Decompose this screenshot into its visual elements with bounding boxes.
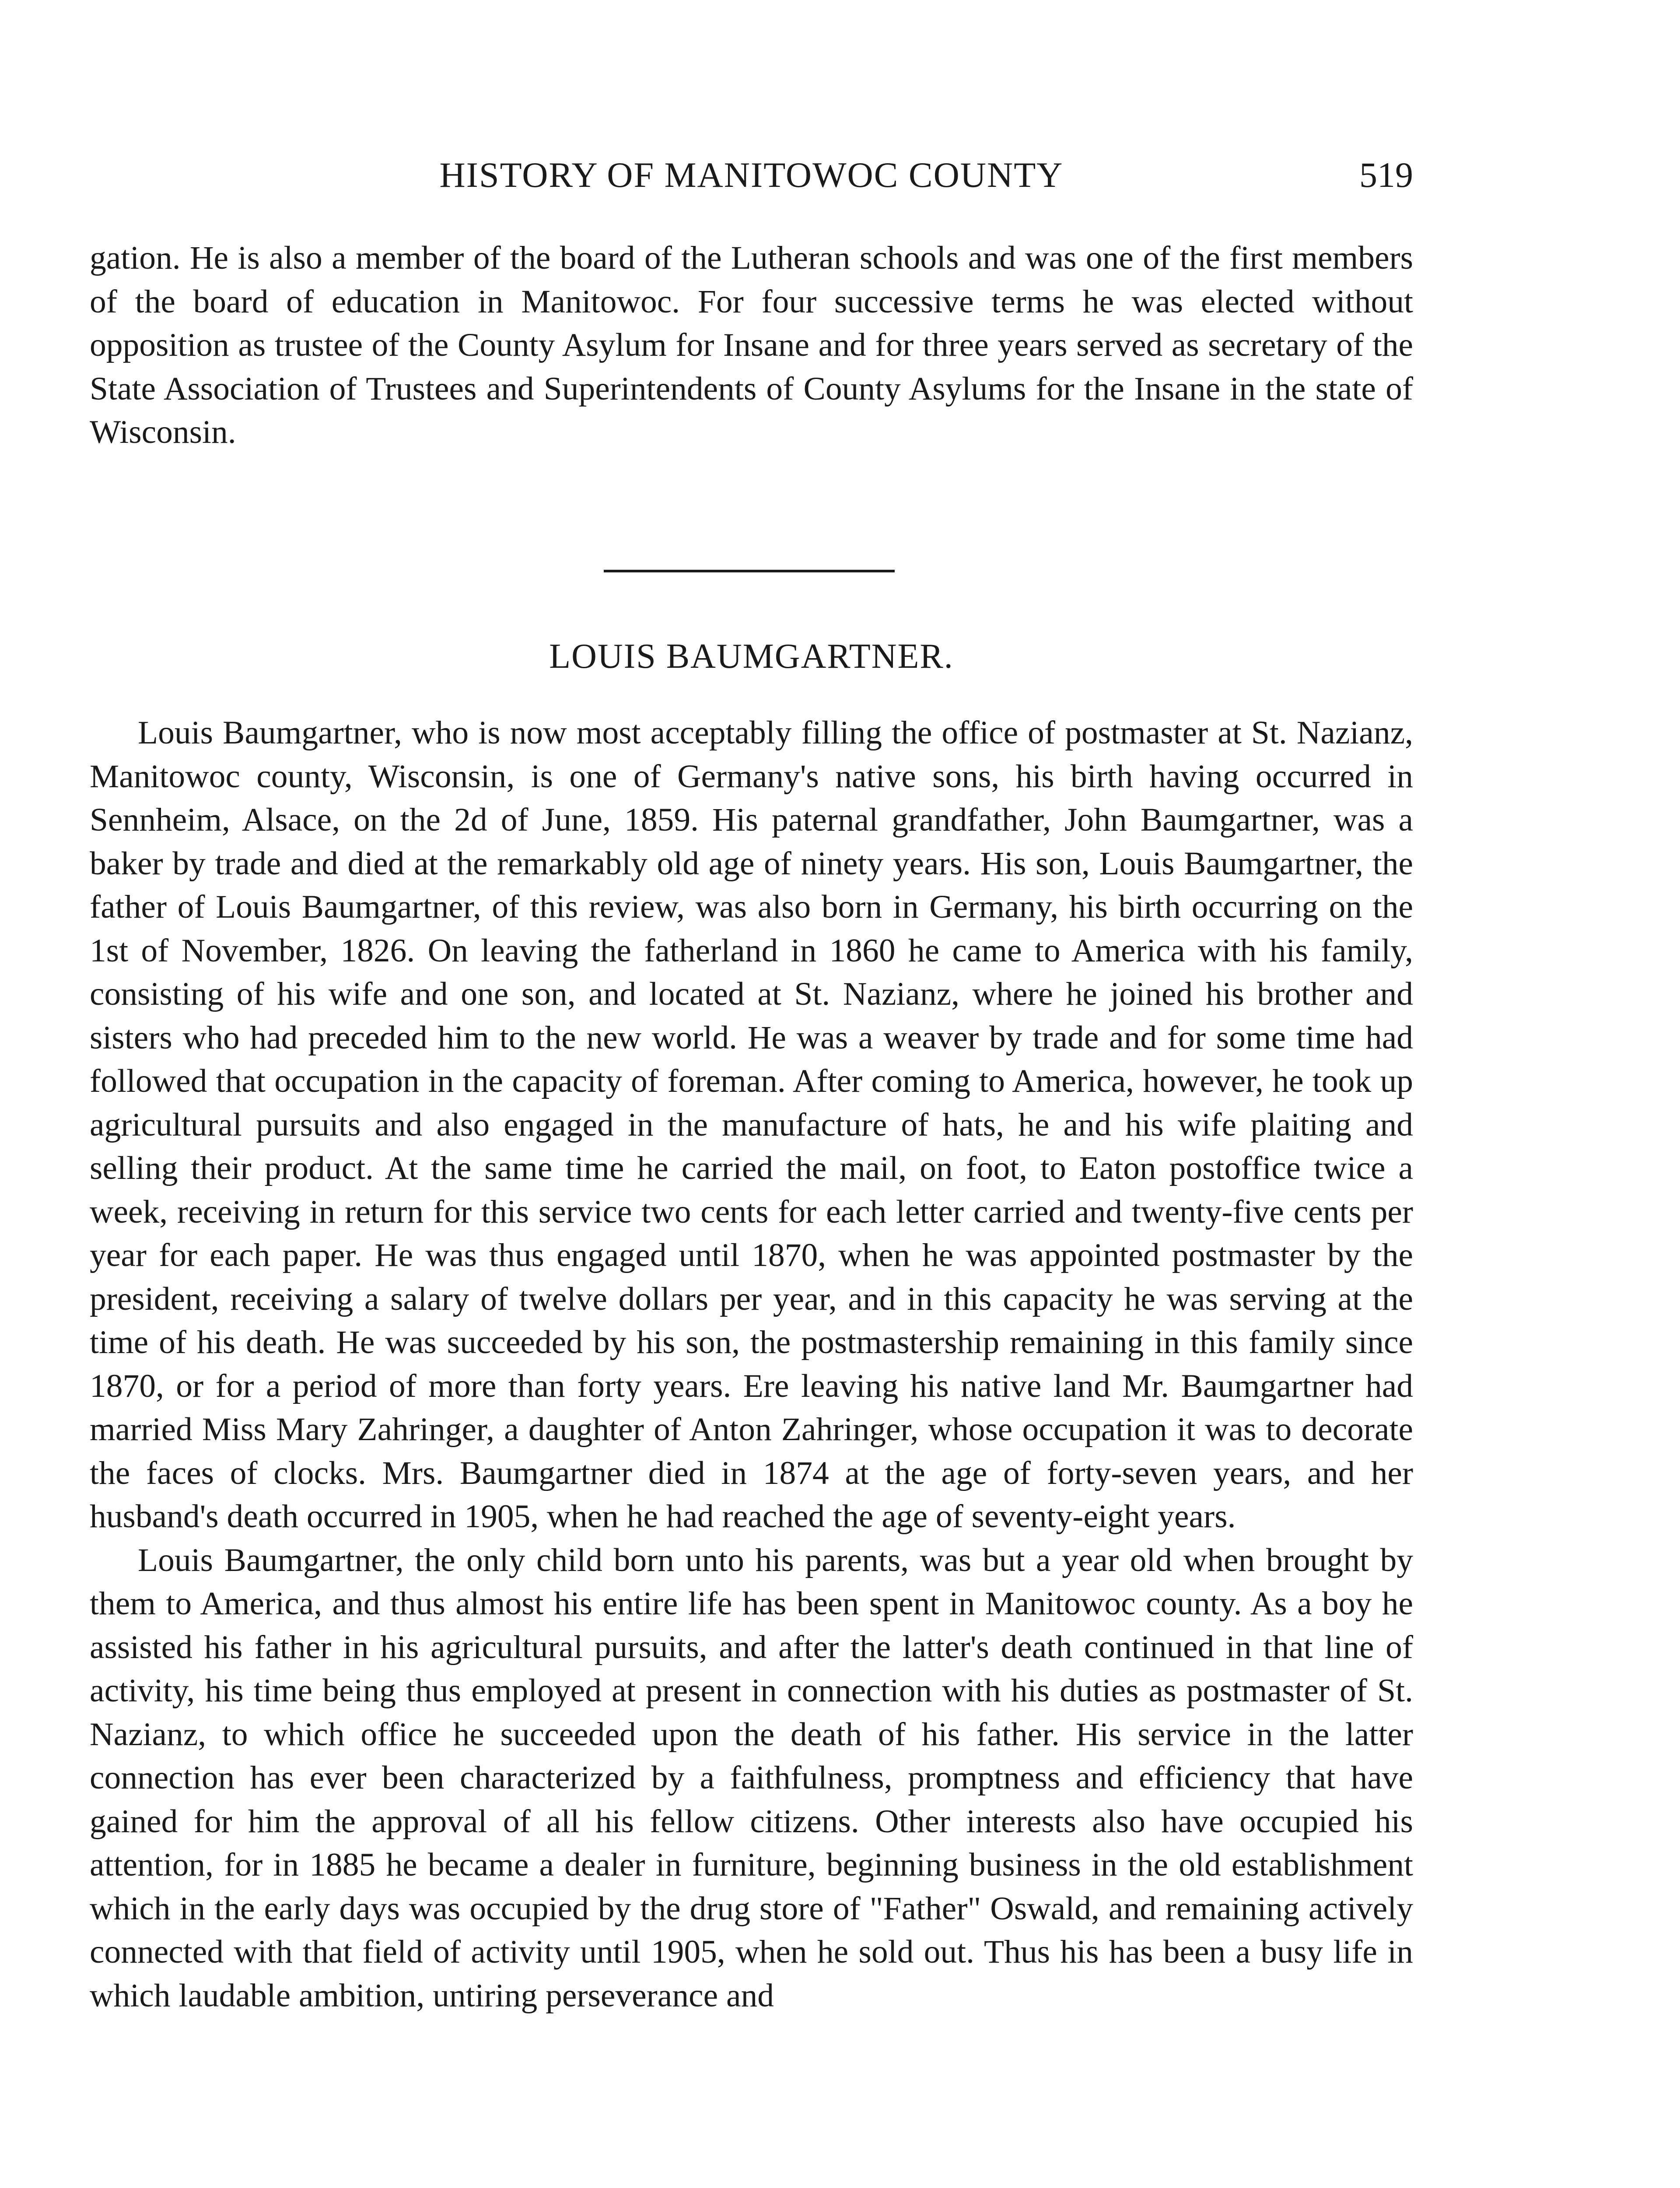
- continuation-paragraph: gation. He is also a member of the board of the Lutheran schools and was one of the first members of the board of education in Manitowoc. For four successive terms he was elected without opposition as trustee of the County Asylum for Insane and for three years served as secretary of the State Association of Trustees and Superintendents of County Asylums for the Insane in the state of Wisconsin.: [90, 240, 1413, 450]
- biography-heading: LOUIS BAUMGARTNER.: [549, 637, 954, 676]
- section-divider-rule: [604, 570, 895, 572]
- running-head: [90, 151, 1413, 199]
- page-number: 519: [1359, 155, 1413, 195]
- biography-paragraph-1: Louis Baumgartner, who is now most acceptably filling the office of postmaster at St. Nazianz, Manitowoc county, Wisconsin, is one of Germany's native sons, his birth having occurred in Sennheim, Alsace, on the 2d of June, 1859. His paternal grandfather, John Baumgartner, was a baker by trade and died at the remarkably old age of ninety years. His son, Louis Baumgartner, the father of Louis Baumgartner, of this review, was also born in Germany, his birth occurring on the 1st of November, 1826. On leaving the fatherland in 1860 he came to America with his family, consisting of his wife and one son, and located at St. Nazianz, where he joined his brother and sisters who had preceded him to the new world. He was a weaver by trade and for some time had followed that occupation in the capacity of foreman. After coming to America, however, he took up agricultural pursuits and also engaged in the manufacture of hats, he and his wife plaiting and selling their product. At the same time he carried the mail, on foot, to Eaton postoffice twice a week, receiving in return for this service two cents for each letter carried and twenty-five cents per year for each paper. He was thus engaged until 1870, when he was appointed postmaster by the president, receiving a salary of twelve dollars per year, and in this capacity he was serving at the time of his death. He was succeeded by his son, the postmastership remaining in this family since 1870, or for a period of more than forty years. Ere leaving his native land Mr. Baumgartner had married Miss Mary Zahringer, a daughter of Anton Zahringer, whose occupation it was to decorate the faces of clocks. Mrs. Baumgartner died in 1874 at the age of forty-seven years, and her husband's death occurred in 1905, when he had reached the age of seventy-eight years.: [90, 715, 1413, 1535]
- previous-entry-continuation: [90, 236, 1413, 454]
- running-title: HISTORY OF MANITOWOC COUNTY: [439, 155, 1064, 195]
- biography-paragraph-2: Louis Baumgartner, the only child born unto his parents, was but a year old when brought by them to America, and thus almost his entire life has been spent in Manitowoc county. As a boy he assisted his father in his agricultural pursuits, and after the latter's death continued in that line of activity, his time being thus employed at present in connection with his duties as postmaster of St. Nazianz, to which office he succeeded upon the death of his father. His service in the latter connection has ever been characterized by a faithfulness, promptness and efficiency that have gained for him the approval of all his fellow citizens. Other interests also have occupied his attention, for in 1885 he became a dealer in furniture, beginning business in the old establishment which in the early days was occupied by the drug store of "Father" Oswald, and remaining actively connected with that field of activity until 1905, when he sold out. Thus his has been a busy life in which laudable ambition, untiring perseverance and: [90, 1542, 1413, 2014]
- biography-body: [90, 711, 1413, 2017]
